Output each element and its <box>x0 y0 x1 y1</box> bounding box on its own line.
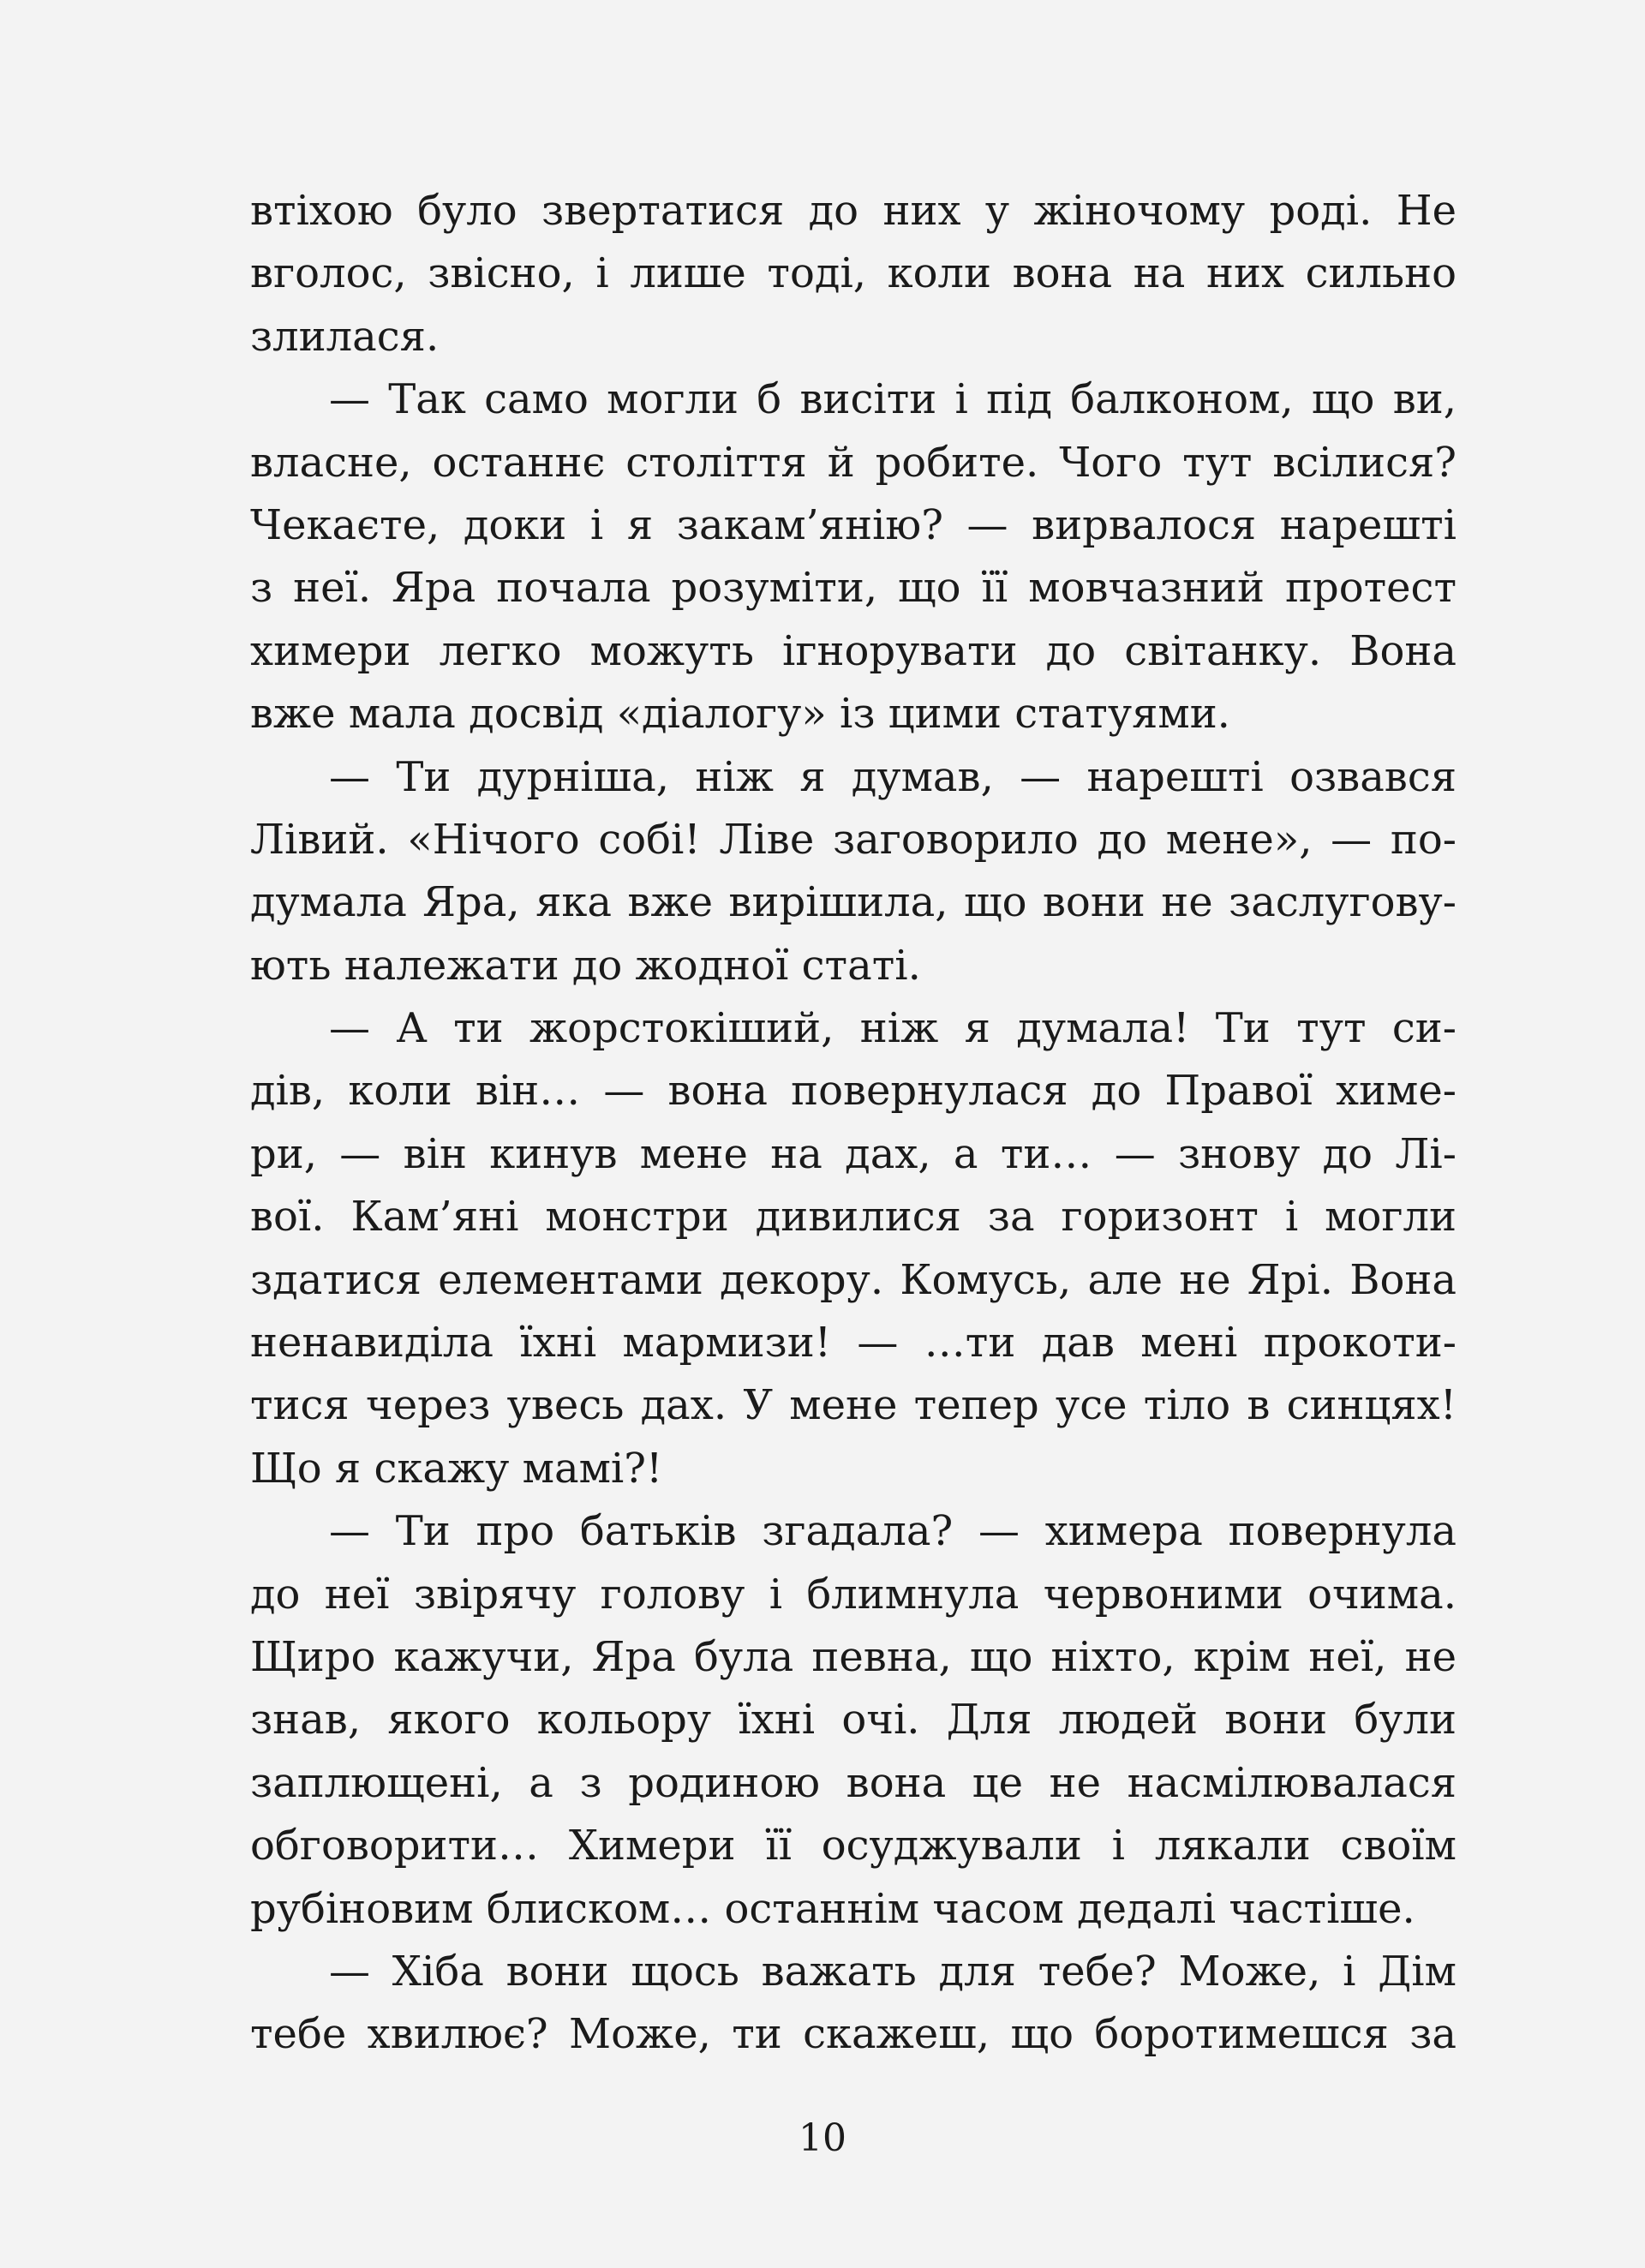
text-line: — Ти дурніша, ніж я думав, — нарешті озвався <box>329 752 1457 801</box>
text-line: знав, якого кольору їхні очі. Для людей вони були <box>250 1696 1457 1744</box>
text-line: вже мала досвід «діалогу» із цими статуями. <box>250 690 1230 739</box>
text-line: вголос, звісно, і лише тоді, коли вона на них сильно <box>250 249 1457 298</box>
text-line: власне, останнє століття й робите. Чого тут всілися? <box>250 438 1457 487</box>
text-line: вої. Кам’яні монстри дивилися за горизонт і могли <box>250 1193 1457 1242</box>
text-line: ненавиділа їхні мармизи! — …ти дав мені прокоти- <box>250 1319 1457 1367</box>
page-number: 10 <box>799 2116 846 2160</box>
text-line: — Ти про батьків згадала? — химера повернула <box>329 1507 1457 1556</box>
text-line: Лівий. «Нічого собі! Ліве заговорило до мене», — по- <box>250 815 1457 864</box>
text-line: ють належати до жодної статі. <box>250 941 921 990</box>
text-line: ри, — він кинув мене на дах, а ти… — знову до Лі- <box>250 1129 1457 1178</box>
text-line: тебе хвилює? Може, ти скажеш, що боротимешся за <box>250 2010 1457 2059</box>
text-line: — А ти жорстокіший, ніж я думала! Ти тут си- <box>329 1004 1457 1053</box>
text-line: злилася. <box>250 312 440 361</box>
page-body <box>250 180 1457 2067</box>
text-line: обговорити… Химери її осуджували і лякали своїм <box>250 1822 1457 1870</box>
text-line: здатися елементами декору. Комусь, але не Ярі. Вона <box>250 1255 1457 1304</box>
text-line: думала Яра, яка вже вирішила, що вони не заслугову- <box>250 878 1457 927</box>
text-line: дів, коли він… — вона повернулася до Правої химе- <box>250 1067 1457 1116</box>
text-line: тися через увесь дах. У мене тепер усе тіло в синцях! <box>250 1381 1457 1430</box>
text-line: до неї звірячу голову і блимнула червоними очима. <box>250 1570 1457 1619</box>
text-line: втіхою було звертатися до них у жіночому роді. Не <box>250 187 1457 235</box>
text-line: Щиро кажучи, Яра була певна, що ніхто, крім неї, не <box>250 1632 1457 1681</box>
text-line: — Хіба вони щось важать для тебе? Може, і Дім <box>329 1947 1457 1996</box>
text-line: — Так само могли б висіти і під балконом, що ви, <box>329 375 1457 424</box>
text-line: заплющені, а з родиною вона це не насмілювалася <box>250 1758 1457 1807</box>
text-line: Що я скажу мамі?! <box>250 1444 663 1493</box>
text-line: з неї. Яра почала розуміти, що її мовчазний протест <box>250 564 1457 613</box>
text-line: рубіновим блиском… останнім часом дедалі частіше. <box>250 1884 1415 1933</box>
text-line: химери легко можуть ігнорувати до світанку. Вона <box>250 626 1457 675</box>
text-line: Чекаєте, доки і я закам’янію? — вирвалося нарешті <box>250 500 1457 549</box>
